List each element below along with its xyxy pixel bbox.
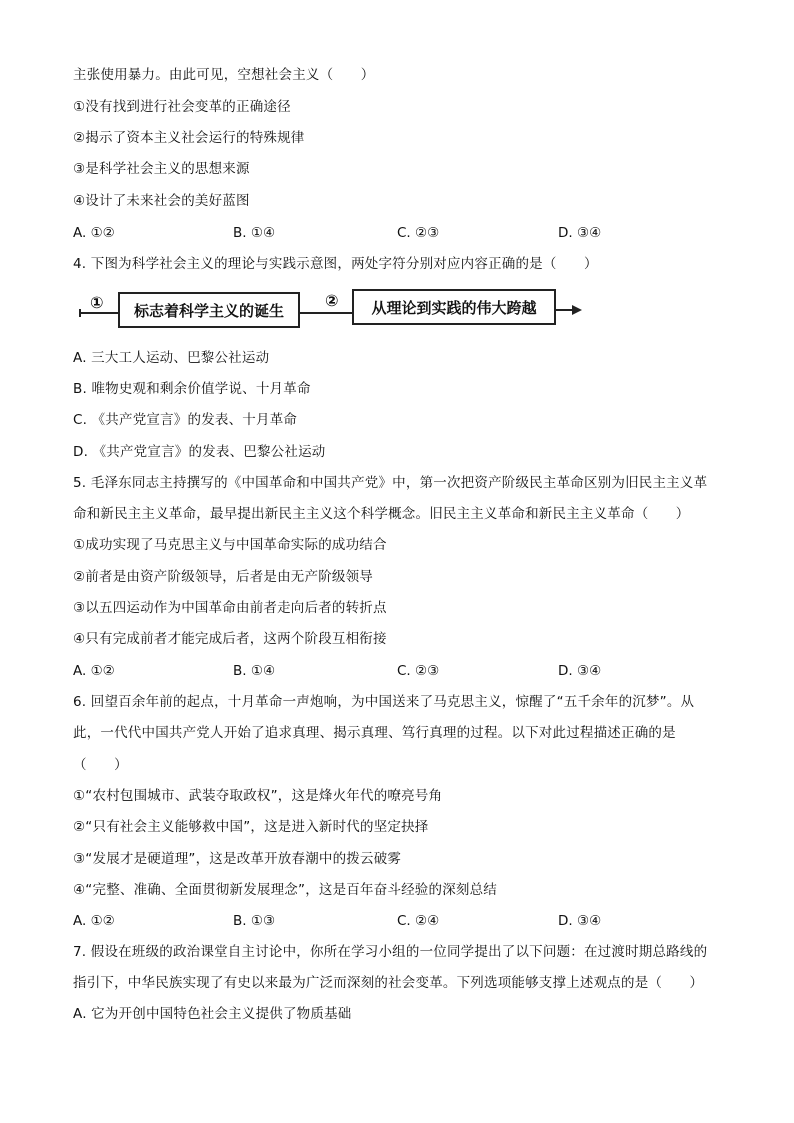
- statement-2: ②揭示了资本主义社会运行的特殊规律: [73, 130, 305, 146]
- text-line: 主张使用暴力。由此可见，空想社会主义（ ）: [73, 67, 375, 83]
- marker-2: ②: [325, 291, 339, 310]
- option-b: B. ①④: [233, 663, 276, 679]
- option-b: B. ①③: [233, 913, 276, 929]
- option-c: C. ②③: [397, 663, 440, 679]
- diagram-box-2: 从理论到实践的伟大跨越: [352, 289, 556, 325]
- marker-1: ①: [90, 293, 104, 312]
- option-d: D. ③④: [558, 663, 602, 679]
- option-d: D. ③④: [558, 225, 602, 241]
- statement-1: ①“农村包围城市、武装夺取政权”，这是烽火年代的嘹亮号角: [73, 788, 443, 804]
- question-4-stem: 4. 下图为科学社会主义的理论与实践示意图，两处字符分别对应内容正确的是（ ）: [73, 256, 598, 272]
- statement-3: ③以五四运动作为中国革命由前者走向后者的转折点: [73, 600, 387, 616]
- question-7-stem: 7. 假设在班级的政治课堂自主讨论中，你所在学习小组的一位同学提出了以下问题：在过渡时期总路线的: [73, 944, 708, 960]
- question-7-stem-cont: 指引下，中华民族实现了有史以来最为广泛而深刻的社会变革。下列选项能够支撑上述观点的是（ ）: [73, 975, 704, 991]
- option-a: A. ①②: [73, 225, 115, 241]
- statement-4: ④“完整、准确、全面贯彻新发展理念”，这是百年奋斗经验的深刻总结: [73, 882, 497, 898]
- option-a: A. 它为开创中国特色社会主义提供了物质基础: [73, 1006, 352, 1022]
- question-6-stem-cont: 此，一代代中国共产党人开始了追求真理、揭示真理、笃行真理的过程。以下对此过程描述正确的是: [73, 725, 676, 741]
- question-6-blank: （ ）: [73, 757, 128, 773]
- diagram-box-1: 标志着科学主义的诞生: [118, 292, 300, 328]
- option-d: D. ③④: [558, 913, 602, 929]
- option-b: B. 唯物史观和剩余价值学说、十月革命: [73, 381, 311, 397]
- question-6-stem: 6. 回望百余年前的起点，十月革命一声炮响，为中国送来了马克思主义，惊醒了“五千余年的沉梦”。从: [73, 694, 695, 710]
- option-c: C. 《共产党宣言》的发表、十月革命: [73, 412, 298, 428]
- statement-3: ③是科学社会主义的思想来源: [73, 161, 250, 177]
- question-5-stem-cont: 命和新民主主义革命，最早提出新民主主义这个科学概念。旧民主主义革命和新民主主义革命（ ）: [73, 506, 690, 522]
- option-a: A. 三大工人运动、巴黎公社运动: [73, 350, 270, 366]
- option-b: B. ①④: [233, 225, 276, 241]
- option-a: A. ①②: [73, 663, 115, 679]
- option-c: C. ②④: [397, 913, 440, 929]
- statement-4: ④只有完成前者才能完成后者，这两个阶段互相衔接: [73, 631, 387, 647]
- option-a: A. ①②: [73, 913, 115, 929]
- option-d: D. 《共产党宣言》的发表、巴黎公社运动: [73, 444, 326, 460]
- statement-1: ①成功实现了马克思主义与中国革命实际的成功结合: [73, 537, 387, 553]
- option-c: C. ②③: [397, 225, 440, 241]
- theory-practice-diagram: [78, 289, 588, 335]
- statement-2: ②“只有社会主义能够救中国”，这是进入新时代的坚定抉择: [73, 819, 429, 835]
- statement-2: ②前者是由资产阶级领导，后者是由无产阶级领导: [73, 569, 374, 585]
- statement-3: ③“发展才是硬道理”，这是改革开放春潮中的拨云破雾: [73, 851, 402, 867]
- statement-4: ④设计了未来社会的美好蓝图: [73, 193, 250, 209]
- statement-1: ①没有找到进行社会变革的正确途径: [73, 99, 291, 115]
- question-5-stem: 5. 毛泽东同志主持撰写的《中国革命和中国共产党》中，第一次把资产阶级民主革命区别为旧民主主义革: [73, 475, 708, 491]
